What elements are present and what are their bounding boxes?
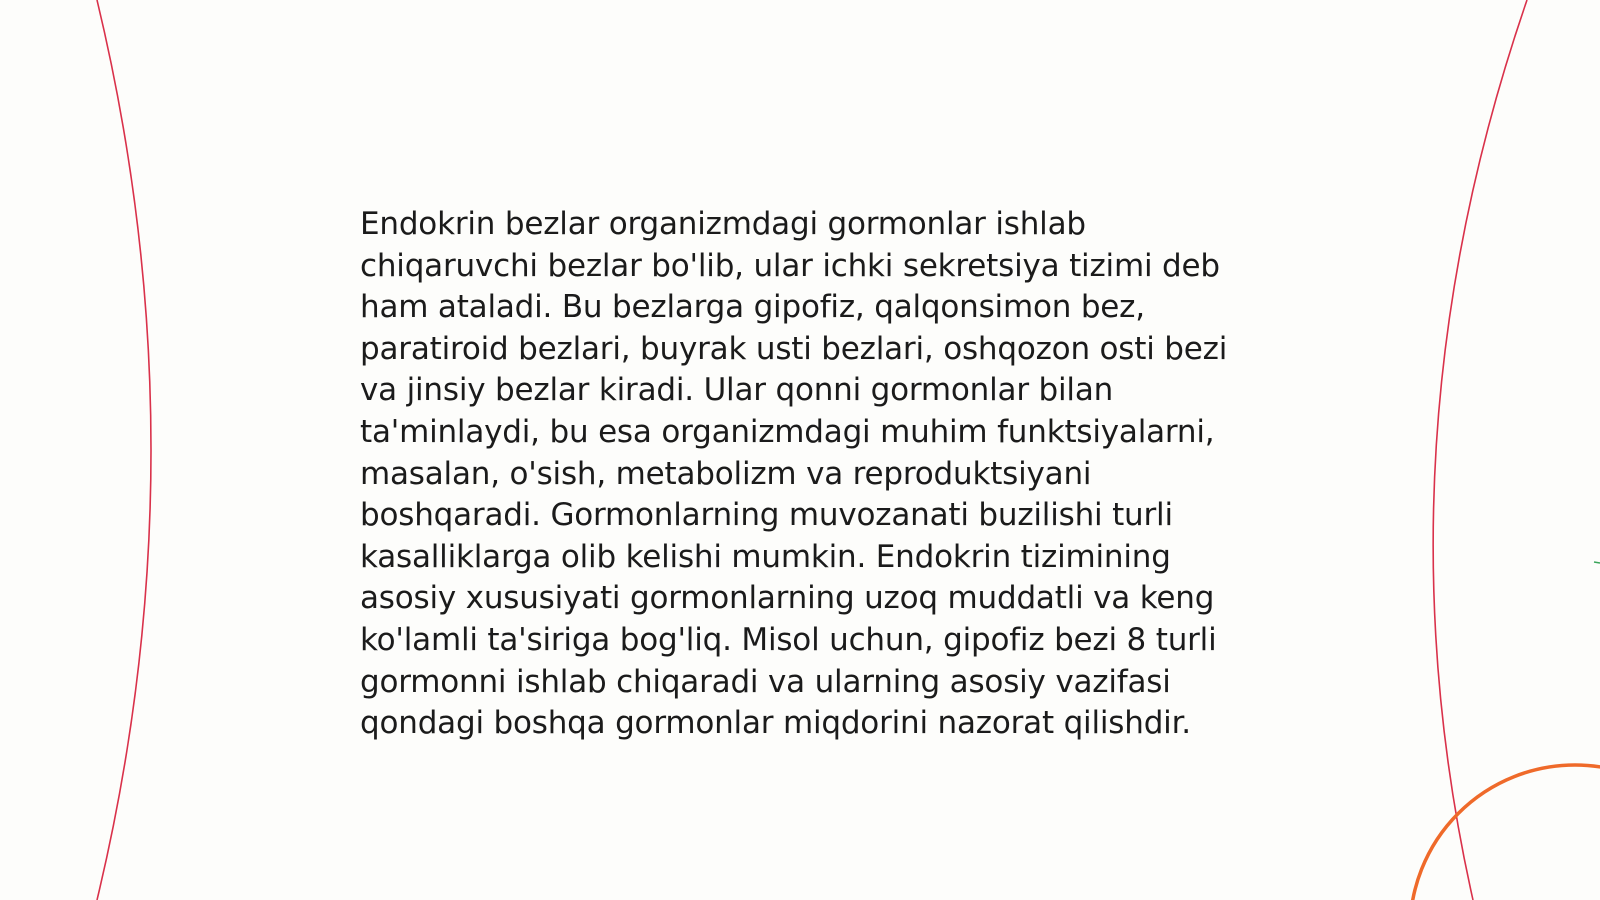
green-accent-tick	[1594, 562, 1600, 563]
right-arc	[1433, 0, 1527, 900]
slide-body-text: Endokrin bezlar organizmdagi gormonlar ishlab chiqaruvchi bezlar bo'lib, ular ichki sekretsiya tizimi deb ham ataladi. Bu bezlarga gipofiz, qalqonsimon bez, paratiroid bezlari, buyrak usti bezlari, oshqozon osti bezi va jinsiy bezlar kiradi. Ular qonni gormonlar bilan ta'minlaydi, bu esa organizmdagi muhim funktsiyalarni, masalan, o'sish, metabolizm va reproduktsiyani boshqaradi. Gormonlarning muvozanati buzilishi turli kasalliklarga olib kelishi mumkin. Endokrin tizimining asosiy xususiyati gormonlarning uzoq muddatli va keng ko'lamli ta'siriga bog'liq. Misol uchun, gipofiz bezi 8 turli gormonni ishlab chiqaradi va ularning asosiy vazifasi qondagi boshqa gormonlar miqdorini nazorat qilishdir.	[360, 206, 1228, 742]
left-arc	[97, 0, 151, 900]
orange-circle-arc	[1410, 765, 1600, 900]
